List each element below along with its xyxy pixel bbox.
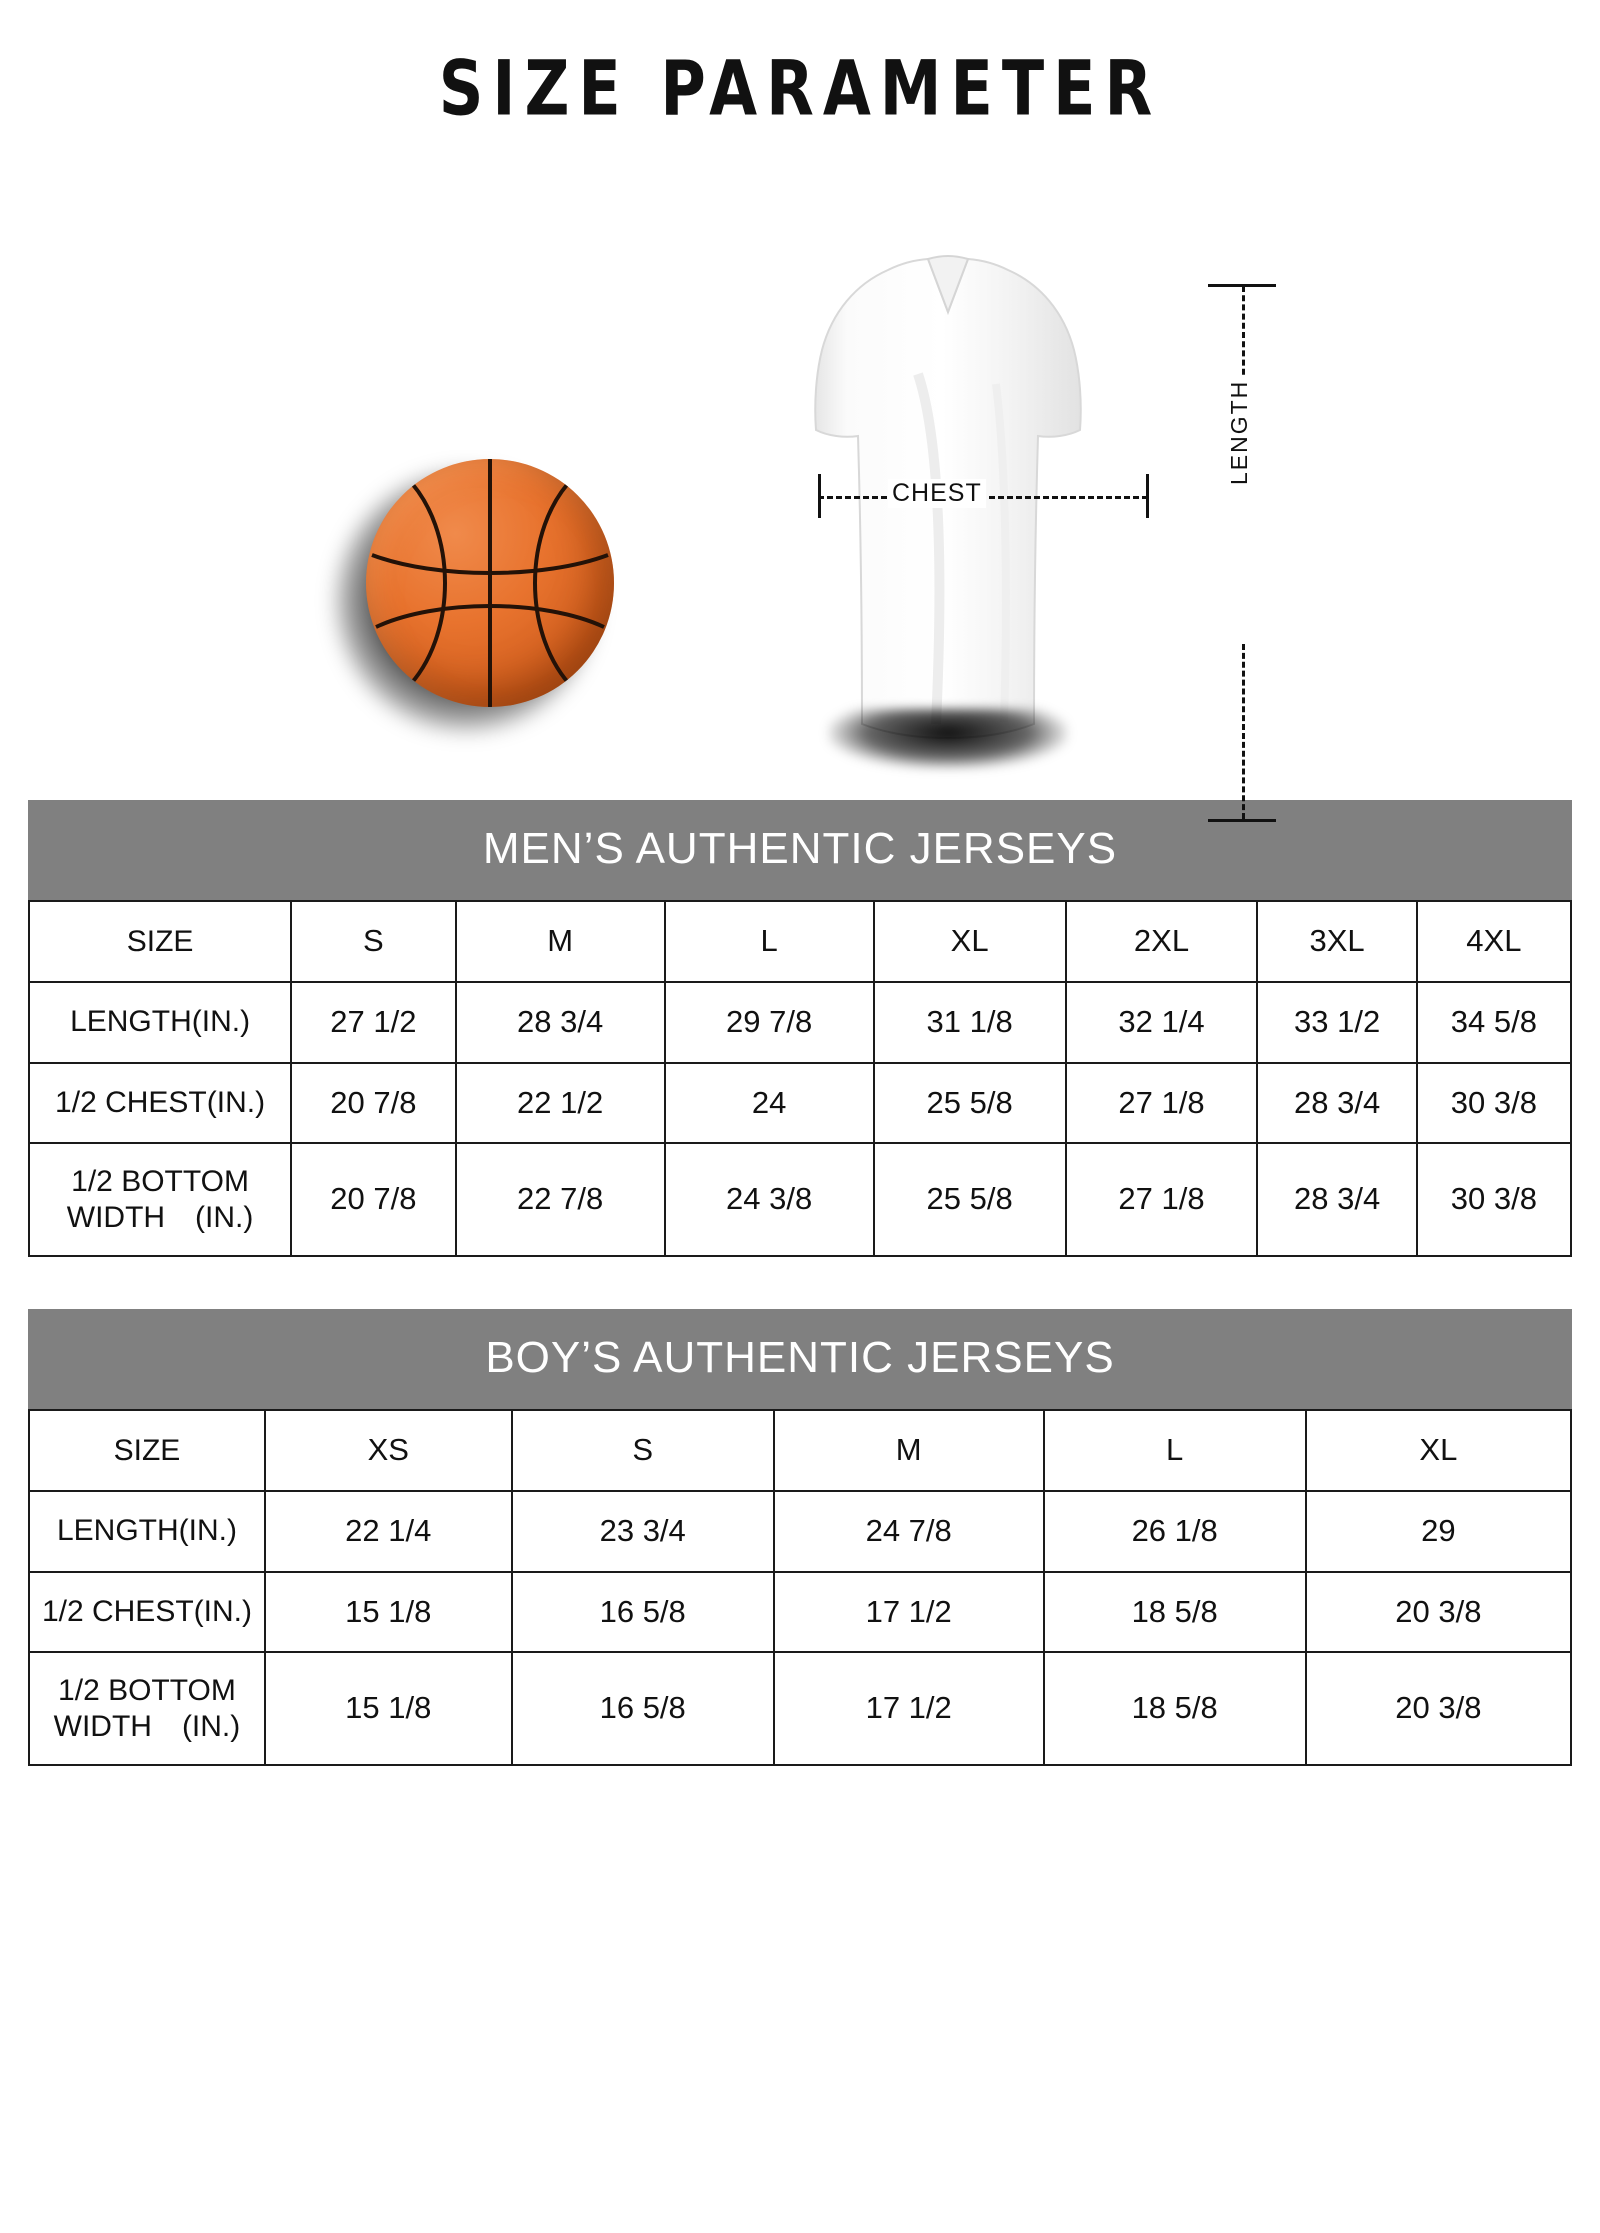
cell-chest-xs: 15 1/8 bbox=[265, 1572, 512, 1653]
table-row bbox=[29, 1143, 1571, 1256]
cell-length-xl: 31 1/8 bbox=[874, 982, 1066, 1063]
cell-length-l: 26 1/8 bbox=[1044, 1491, 1306, 1572]
cell-chest-m: 17 1/2 bbox=[774, 1572, 1044, 1653]
column-header-4xl: 4XL bbox=[1417, 901, 1571, 982]
cell-chest-xl: 20 3/8 bbox=[1306, 1572, 1571, 1653]
basketball-sphere bbox=[366, 459, 614, 707]
column-header-size: SIZE bbox=[29, 901, 291, 982]
cell-length-s: 27 1/2 bbox=[291, 982, 455, 1063]
cell-bottom-m: 17 1/2 bbox=[774, 1652, 1044, 1765]
cell-bottom-s: 20 7/8 bbox=[291, 1143, 455, 1256]
row-label-line1: 1/2 BOTTOM bbox=[71, 1165, 249, 1199]
row-label-half-bottom-width bbox=[29, 1143, 291, 1256]
chest-tick-left bbox=[818, 474, 821, 518]
row-label-half-chest: 1/2 CHEST(IN.) bbox=[29, 1572, 265, 1653]
column-header-xs: XS bbox=[265, 1410, 512, 1491]
cell-length-xl: 29 bbox=[1306, 1491, 1571, 1572]
row-label-length: LENGTH(IN.) bbox=[29, 982, 291, 1063]
basketball-seams bbox=[366, 459, 614, 707]
cell-bottom-m: 22 7/8 bbox=[456, 1143, 665, 1256]
column-header-l: L bbox=[665, 901, 874, 982]
cell-length-m: 24 7/8 bbox=[774, 1491, 1044, 1572]
cell-chest-4xl: 30 3/8 bbox=[1417, 1063, 1571, 1144]
column-header-3xl: 3XL bbox=[1257, 901, 1416, 982]
jersey-outline bbox=[768, 254, 1128, 784]
chest-label: CHEST bbox=[888, 479, 986, 508]
cell-bottom-2xl: 27 1/8 bbox=[1066, 1143, 1258, 1256]
column-header-s: S bbox=[291, 901, 455, 982]
length-label: LENGTH bbox=[1224, 376, 1255, 489]
column-header-m: M bbox=[456, 901, 665, 982]
column-header-l: L bbox=[1044, 1410, 1306, 1491]
cell-bottom-l: 18 5/8 bbox=[1044, 1652, 1306, 1765]
cell-length-xs: 22 1/4 bbox=[265, 1491, 512, 1572]
jersey-shadow bbox=[828, 709, 1068, 769]
row-label-line1: 1/2 BOTTOM bbox=[58, 1674, 236, 1708]
mens-size-table bbox=[28, 900, 1572, 1257]
boys-table-block bbox=[28, 1309, 1572, 1766]
table-spacer bbox=[28, 1257, 1572, 1303]
cell-length-l: 29 7/8 bbox=[665, 982, 874, 1063]
table-row bbox=[29, 1491, 1571, 1572]
illustration-area bbox=[28, 104, 1572, 794]
row-label-half-bottom-width bbox=[29, 1652, 265, 1765]
jersey-icon bbox=[768, 254, 1128, 814]
row-label-line2: WIDTH (IN.) bbox=[66, 1200, 254, 1234]
page-title: SIZE PARAMETER bbox=[438, 43, 1162, 133]
basketball-icon bbox=[328, 449, 628, 749]
column-header-size: SIZE bbox=[29, 1410, 265, 1491]
chest-tick-right bbox=[1146, 474, 1149, 518]
length-tick-bottom bbox=[1208, 819, 1276, 822]
jersey-graphic bbox=[768, 254, 1128, 784]
cell-bottom-xs: 15 1/8 bbox=[265, 1652, 512, 1765]
table-row bbox=[29, 901, 1571, 982]
column-header-xl: XL bbox=[1306, 1410, 1571, 1491]
column-header-xl: XL bbox=[874, 901, 1066, 982]
column-header-s: S bbox=[512, 1410, 774, 1491]
mens-table-banner: MEN’S AUTHENTIC JERSEYS bbox=[28, 800, 1572, 900]
row-label-line2: WIDTH (IN.) bbox=[53, 1709, 241, 1743]
cell-bottom-s: 16 5/8 bbox=[512, 1652, 774, 1765]
row-label-length: LENGTH(IN.) bbox=[29, 1491, 265, 1572]
cell-chest-l: 24 bbox=[665, 1063, 874, 1144]
cell-chest-s: 16 5/8 bbox=[512, 1572, 774, 1653]
table-row bbox=[29, 982, 1571, 1063]
cell-length-2xl: 32 1/4 bbox=[1066, 982, 1258, 1063]
cell-length-s: 23 3/4 bbox=[512, 1491, 774, 1572]
boys-table-banner: BOY’S AUTHENTIC JERSEYS bbox=[28, 1309, 1572, 1409]
cell-bottom-4xl: 30 3/8 bbox=[1417, 1143, 1571, 1256]
table-row bbox=[29, 1063, 1571, 1144]
cell-chest-l: 18 5/8 bbox=[1044, 1572, 1306, 1653]
column-header-2xl: 2XL bbox=[1066, 901, 1258, 982]
cell-length-4xl: 34 5/8 bbox=[1417, 982, 1571, 1063]
cell-chest-3xl: 28 3/4 bbox=[1257, 1063, 1416, 1144]
row-label-half-chest: 1/2 CHEST(IN.) bbox=[29, 1063, 291, 1144]
cell-chest-2xl: 27 1/8 bbox=[1066, 1063, 1258, 1144]
table-row bbox=[29, 1572, 1571, 1653]
cell-bottom-xl: 25 5/8 bbox=[874, 1143, 1066, 1256]
cell-length-m: 28 3/4 bbox=[456, 982, 665, 1063]
mens-table-block bbox=[28, 800, 1572, 1257]
column-header-m: M bbox=[774, 1410, 1044, 1491]
cell-bottom-xl: 20 3/8 bbox=[1306, 1652, 1571, 1765]
cell-bottom-l: 24 3/8 bbox=[665, 1143, 874, 1256]
cell-bottom-3xl: 28 3/4 bbox=[1257, 1143, 1416, 1256]
table-row bbox=[29, 1652, 1571, 1765]
length-dimension-line-lower bbox=[1242, 644, 1245, 819]
cell-chest-s: 20 7/8 bbox=[291, 1063, 455, 1144]
boys-size-table bbox=[28, 1409, 1572, 1766]
table-row bbox=[29, 1410, 1571, 1491]
cell-length-3xl: 33 1/2 bbox=[1257, 982, 1416, 1063]
cell-chest-xl: 25 5/8 bbox=[874, 1063, 1066, 1144]
cell-chest-m: 22 1/2 bbox=[456, 1063, 665, 1144]
